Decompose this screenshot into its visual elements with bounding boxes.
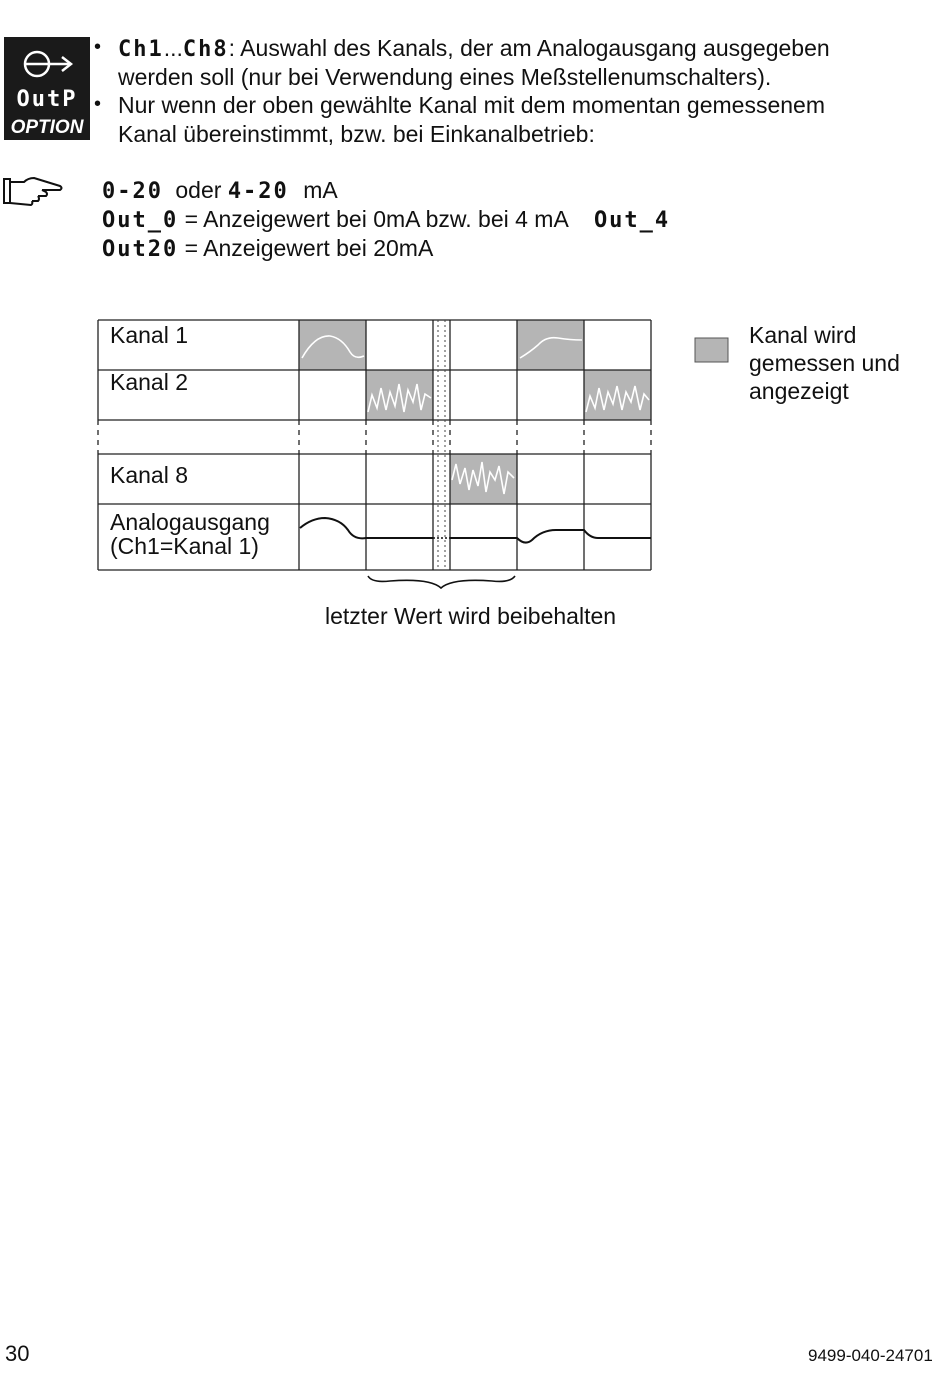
row-label-kanal1: Kanal 1: [110, 322, 189, 348]
kanal1-active-block: [517, 320, 584, 370]
range-code-0-20: 0-20: [102, 179, 163, 204]
ch1-code: Ch1: [118, 37, 164, 62]
legend-line-2: gemessen und: [749, 350, 900, 376]
legend-line-3: angezeigt: [749, 378, 849, 404]
range-code-4-20: 4-20: [227, 179, 289, 204]
kanal1-active-block: [299, 320, 366, 370]
row-label-analog-sub: (Ch1=Kanal 1): [110, 533, 259, 559]
bullet-1-text: : Auswahl des Kanals, der am Analogausgang ausgegeben: [228, 35, 830, 61]
bullet-2-line-2: Kanal übereinstimmt, bzw. bei Einkanalbetrieb:: [118, 121, 595, 147]
out0-code: Out_0: [102, 208, 179, 233]
kanal2-active-block: [584, 370, 651, 420]
brace-icon: [368, 576, 515, 588]
bullet-2-line-1: Nur wenn der oben gewählte Kanal mit dem momentan gemessenem: [118, 92, 825, 118]
bullet-dot: •: [94, 36, 102, 58]
kanal2-active-block: [366, 370, 433, 420]
ch8-code: Ch8: [182, 37, 229, 62]
row-label-kanal8: Kanal 8: [110, 462, 189, 488]
outp-display-code: OutP: [16, 87, 78, 112]
brace-caption: letzter Wert wird beibehalten: [325, 603, 617, 629]
row-label-analog: Analogausgang: [110, 509, 270, 535]
range-unit: mA: [303, 177, 338, 203]
document-number: 9499-040-24701: [808, 1346, 933, 1365]
out0-text: = Anzeigewert bei 0mA bzw. bei 4 mA: [184, 206, 568, 232]
page-number: 30: [5, 1341, 30, 1366]
range-or: oder: [175, 177, 222, 203]
analog-output-waveform: [300, 518, 651, 543]
legend-swatch: [695, 338, 728, 362]
option-badge: OPTION: [10, 117, 84, 138]
row-label-kanal2: Kanal 2: [110, 369, 189, 395]
ellipsis: ...: [163, 35, 183, 61]
out20-text: = Anzeigewert bei 20mA: [184, 235, 434, 261]
legend-line-1: Kanal wird: [749, 322, 857, 348]
out20-code: Out20: [102, 237, 179, 262]
out4-code: Out_4: [593, 208, 671, 233]
bullet-dot: •: [94, 93, 102, 115]
bullet-1-line-2: werden soll (nur bei Verwendung eines Meßstellenumschalters).: [118, 64, 772, 90]
